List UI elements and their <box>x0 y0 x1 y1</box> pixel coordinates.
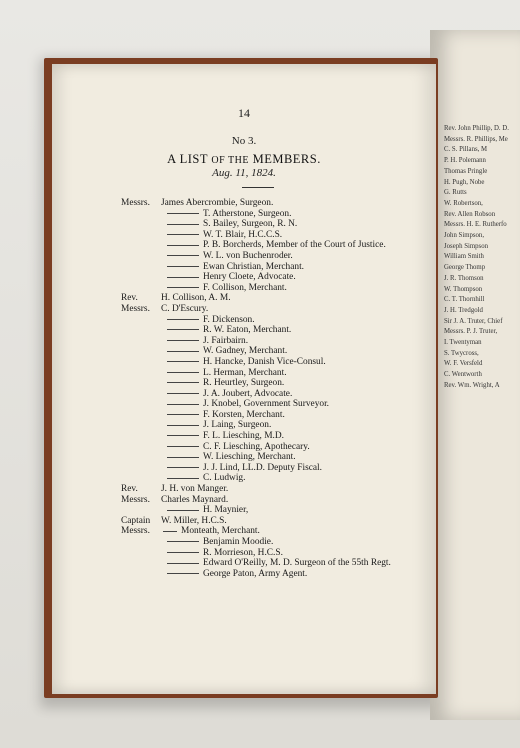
ditto-dash <box>167 563 199 564</box>
entry-text: F. Collison, Merchant. <box>203 282 287 293</box>
member-entry <box>121 368 391 379</box>
entry-text: Henry Cloete, Advocate. <box>203 272 296 283</box>
entry-text: T. Atherstone, Surgeon. <box>203 208 292 219</box>
member-entry <box>121 336 391 347</box>
member-entry <box>121 473 391 484</box>
ditto-dash <box>167 404 199 405</box>
facing-page-line: C. Wentworth <box>444 371 482 379</box>
entry-prefix: Messrs. <box>121 526 150 537</box>
member-entry <box>121 399 391 410</box>
ditto-dash <box>167 573 199 574</box>
member-entry <box>121 452 391 463</box>
entry-text: C. F. Liesching, Apothecary. <box>203 441 310 452</box>
entry-text: Edward O'Reilly, M. D. Surgeon of the 55th Regt. <box>203 558 391 569</box>
facing-page-line: Rev. John Phillip, D. D. <box>444 125 509 132</box>
list-number: No 3. <box>231 135 257 147</box>
member-entry <box>121 325 391 336</box>
facing-page-line: Messrs. H. E. Rutherfo <box>444 221 507 229</box>
entry-text: W. Gadney, Merchant. <box>203 346 288 357</box>
entry-text: George Paton, Army Agent. <box>203 568 308 579</box>
facing-page-line: W. Thompson <box>444 285 483 293</box>
ditto-dash <box>167 425 199 426</box>
entry-text: F. Dickenson. <box>203 314 255 325</box>
entry-text: J. A. Joubert, Advocate. <box>203 388 293 399</box>
heading-rule <box>242 187 274 188</box>
member-entry <box>121 315 391 326</box>
facing-page-line: Rev. Wm. Wright, A <box>444 381 500 389</box>
book-page <box>52 64 436 694</box>
member-entry <box>121 410 391 421</box>
ditto-dash <box>167 213 199 214</box>
member-entry <box>121 431 391 442</box>
entry-text: J. Knobel, Government Surveyor. <box>203 399 330 410</box>
page-number: 14 <box>238 106 250 120</box>
entry-text: F. L. Liesching, M.D. <box>203 431 285 442</box>
facing-page-line: Messrs. R. Phillips, Me <box>444 135 508 143</box>
member-entry <box>121 293 391 304</box>
ditto-dash <box>167 224 199 225</box>
ditto-dash <box>167 329 199 330</box>
member-entry <box>121 537 391 548</box>
facing-page-line: Sir J. A. Truter, Chief <box>444 317 503 325</box>
facing-page-line: J. R. Thomson <box>444 274 484 282</box>
entry-prefix: Captain <box>121 515 151 526</box>
entry-text: Benjamin Moodie. <box>203 537 274 547</box>
member-entry <box>121 526 391 537</box>
entry-prefix: Rev. <box>121 484 138 495</box>
entry-text: J. Fairbairn. <box>203 335 249 346</box>
ditto-dash <box>167 467 199 468</box>
entry-text: Ewan Christian, Merchant. <box>203 261 305 272</box>
entry-text: Charles Maynard. <box>161 494 229 505</box>
facing-page-line: George Thomp <box>444 264 486 272</box>
member-entry <box>121 272 391 283</box>
entry-text: P. B. Borcherds, Member of the Court of Justice. <box>203 240 386 251</box>
entry-text: F. Korsten, Merchant. <box>203 409 285 420</box>
ditto-dash <box>167 255 199 256</box>
facing-page-line: C. T. Thornhill <box>444 296 485 304</box>
member-entry <box>121 420 391 431</box>
entry-text: W. Liesching, Merchant. <box>203 452 296 463</box>
facing-page-line: Thomas Pringle <box>444 167 488 175</box>
ditto-dash <box>167 552 199 553</box>
entry-text: H. Maynier, <box>203 505 249 516</box>
ditto-dash <box>167 510 199 511</box>
facing-page-line: W. Robertson, <box>444 199 483 207</box>
entry-text: H. Collison, A. M. <box>161 293 231 304</box>
facing-page-line: C. S. Pillans, M <box>444 146 488 154</box>
ditto-dash <box>167 382 199 383</box>
ditto-dash <box>167 361 199 362</box>
ditto-dash <box>163 531 177 532</box>
member-entry <box>121 304 391 315</box>
member-entry <box>121 378 391 389</box>
member-entry <box>121 240 391 251</box>
ditto-dash <box>167 245 199 246</box>
facing-page-line: Messrs. P. J. Truter, <box>444 328 498 336</box>
member-entry <box>121 548 391 559</box>
member-entry <box>121 357 391 368</box>
ditto-dash <box>167 351 199 352</box>
ditto-dash <box>167 446 199 447</box>
facing-page-line: I. Twentyman <box>444 339 482 346</box>
member-entry <box>121 346 391 357</box>
facing-page-line: John Simpson, <box>444 232 485 239</box>
ditto-dash <box>167 287 199 288</box>
entry-text: R. Heurtley, Surgeon. <box>203 378 285 389</box>
member-entry <box>121 198 391 209</box>
entry-prefix: Messrs. <box>121 303 150 314</box>
ditto-dash <box>167 435 199 436</box>
entry-text: H. Hancke, Danish Vice-Consul. <box>203 356 326 367</box>
entry-text: L. Herman, Merchant. <box>203 367 287 378</box>
entry-prefix: Messrs. <box>121 494 150 505</box>
entry-text: J. H. von Manger. <box>161 484 229 495</box>
ditto-dash <box>167 266 199 267</box>
facing-page-line: G. Rutts <box>444 189 467 197</box>
entry-text: R. Morrieson, H.C.S. <box>203 547 283 558</box>
member-entry <box>121 558 391 569</box>
ditto-dash <box>167 393 199 394</box>
list-title: A LIST OF THE MEMBERS. <box>167 152 321 166</box>
ditto-dash <box>167 541 199 542</box>
member-entry <box>121 442 391 453</box>
entry-text: C. Ludwig. <box>203 473 246 484</box>
entry-text: C. D'Escury. <box>161 303 209 314</box>
entry-text: W. T. Blair, H.C.C.S. <box>203 229 283 240</box>
member-entry <box>121 389 391 400</box>
entry-text: Monteath, Merchant. <box>181 526 260 537</box>
member-entry <box>121 230 391 241</box>
member-entry <box>121 516 391 527</box>
member-entry <box>121 505 391 516</box>
facing-page-line: S. Twycross, <box>444 349 479 357</box>
entry-text: James Abercrombie, Surgeon. <box>161 198 274 208</box>
ditto-dash <box>167 319 199 320</box>
ditto-dash <box>167 234 199 235</box>
ditto-dash <box>167 457 199 458</box>
facing-page-line: Rev. Allen Robson <box>444 210 496 218</box>
member-entry <box>121 209 391 220</box>
facing-page <box>430 30 520 720</box>
member-entry <box>121 283 391 294</box>
ditto-dash <box>167 277 199 278</box>
entry-text: W. Miller, H.C.S. <box>161 515 227 526</box>
entry-text: J. J. Lind, LL.D. Deputy Fiscal. <box>203 462 323 473</box>
member-entry <box>121 251 391 262</box>
list-date: Aug. 11, 1824. <box>212 167 276 179</box>
facing-page-line: Joseph Simpson <box>444 242 488 250</box>
member-entry <box>121 569 391 580</box>
ditto-dash <box>167 372 199 373</box>
member-entry <box>121 484 391 495</box>
facing-page-line: H. Pugh, Nobe <box>444 178 485 186</box>
entry-prefix: Messrs. <box>121 198 150 208</box>
facing-page-line: J. H. Tredgold <box>444 306 483 314</box>
member-entry <box>121 495 391 506</box>
facing-page-line: P. H. Polemann <box>444 157 486 165</box>
member-list <box>121 198 391 579</box>
ditto-dash <box>167 414 199 415</box>
ditto-dash <box>167 340 199 341</box>
entry-text: S. Bailey, Surgeon, R. N. <box>203 219 298 230</box>
member-entry <box>121 219 391 230</box>
facing-page-line: William Smith <box>444 253 484 261</box>
entry-prefix: Rev. <box>121 293 138 304</box>
member-entry <box>121 262 391 273</box>
entry-text: J. Laing, Surgeon. <box>203 420 272 431</box>
entry-text: W. L. von Buchenroder. <box>203 250 293 261</box>
member-entry <box>121 463 391 474</box>
ditto-dash <box>167 478 199 479</box>
facing-page-line: W. F. Versfeld <box>444 360 483 368</box>
entry-text: R. W. Eaton, Merchant. <box>203 325 292 336</box>
